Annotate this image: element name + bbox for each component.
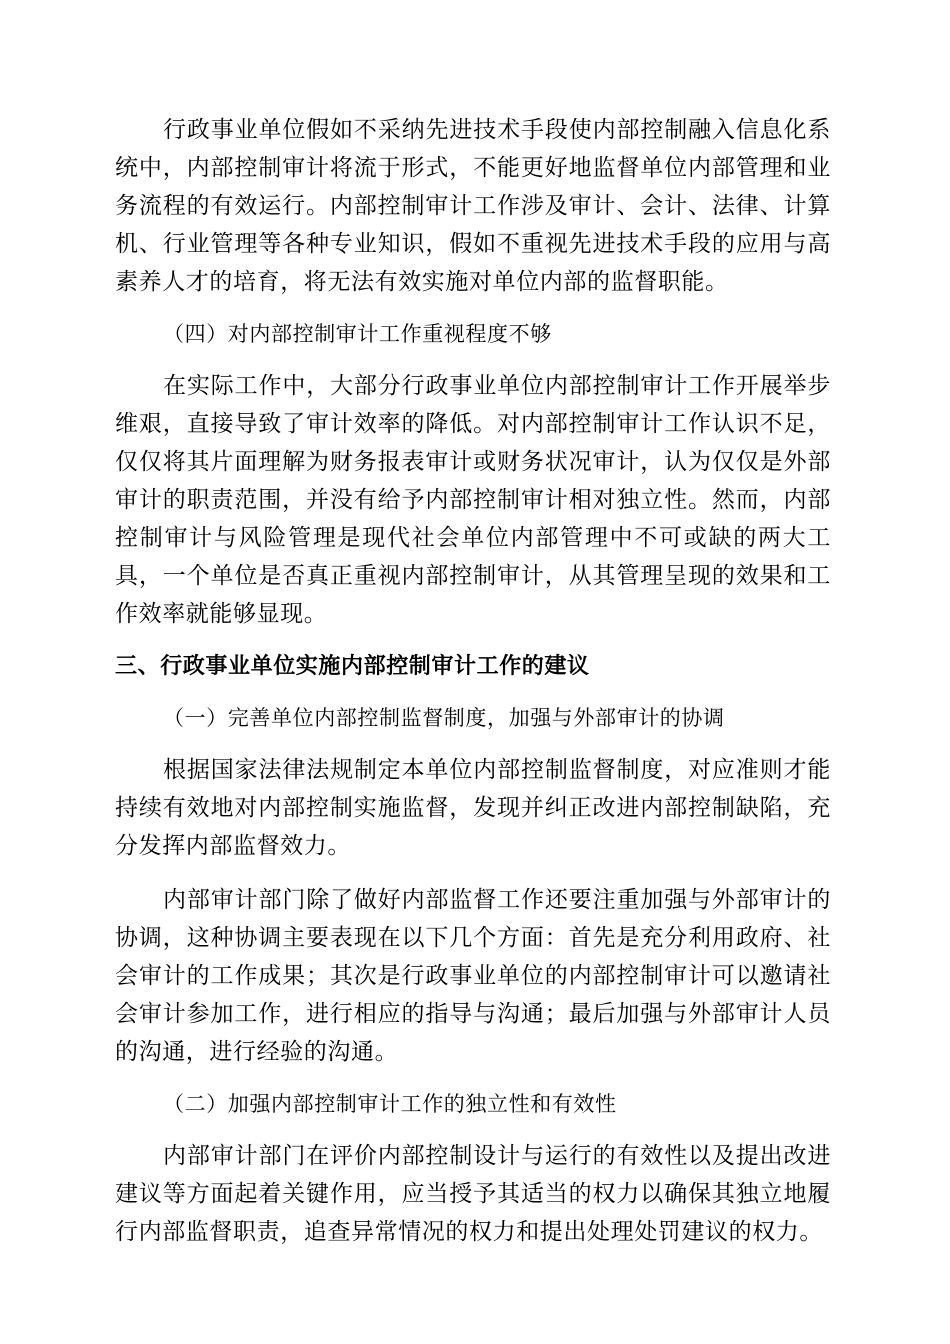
- section-heading-suggestions: 三、行政事业单位实施内部控制审计工作的建议: [115, 653, 590, 679]
- subheading-supervision-system: （一）完善单位内部控制监督制度，加强与外部审计的协调: [163, 706, 725, 730]
- subheading-insufficient-attention: （四）对内部控制审计工作重视程度不够: [163, 322, 552, 346]
- paragraph-tech-means: 行政事业单位假如不采纳先进技术手段使内部控制融入信息化系统中，内部控制审计将流于形式，不能更好地监督单位内部管理和业务流程的有效运行。内部控制审计工作涉及审计、会计、法律、计算机、行业管理等各种专业知识，假如不重视先进技术手段的应用与高素养人才的培育，将无法有效实施对单位内部的监督职能。: [115, 117, 831, 295]
- document-page: [115, 111, 831, 1251]
- paragraph-practical-work: 在实际工作中，大部分行政事业单位内部控制审计工作开展举步维艰，直接导致了审计效率的降低。对内部控制审计工作认识不足，仅仅将其片面理解为财务报表审计或财务状况审计，认为仅仅是外部审计的职责范围，并没有给予内部控制审计相对独立性。然而，内部控制审计与风险管理是现代社会单位内部管理中不可或缺的两大工具，一个单位是否真正重视内部控制审计，从其管理呈现的效果和工作效率就能够显现。: [115, 373, 831, 627]
- paragraph-external-audit-coordination: 内部审计部门除了做好内部监督工作还要注重加强与外部审计的协调，这种协调主要表现在以下几个方面：首先是充分利用政府、社会审计的工作成果；其次是行政事业单位的内部控制审计可以邀请社会审计参加工作，进行相应的指导与沟通；最后加强与外部审计人员的沟通，进行经验的沟通。: [115, 887, 831, 1065]
- subheading-independence-effectiveness: （二）加强内部控制审计工作的独立性和有效性: [163, 1092, 617, 1116]
- paragraph-internal-audit-authority: 内部审计部门在评价内部控制设计与运行的有效性以及提出改进建议等方面起着关键作用，应当授予其适当的权力以确保其独立地履行内部监督职责，追查异常情况的权力和提出处理处罚建议的权力。: [115, 1143, 831, 1245]
- paragraph-laws-regulations: 根据国家法律法规制定本单位内部控制监督制度，对应准则才能持续有效地对内部控制实施监督，发现并纠正改进内部控制缺陷，充分发挥内部监督效力。: [115, 757, 831, 859]
